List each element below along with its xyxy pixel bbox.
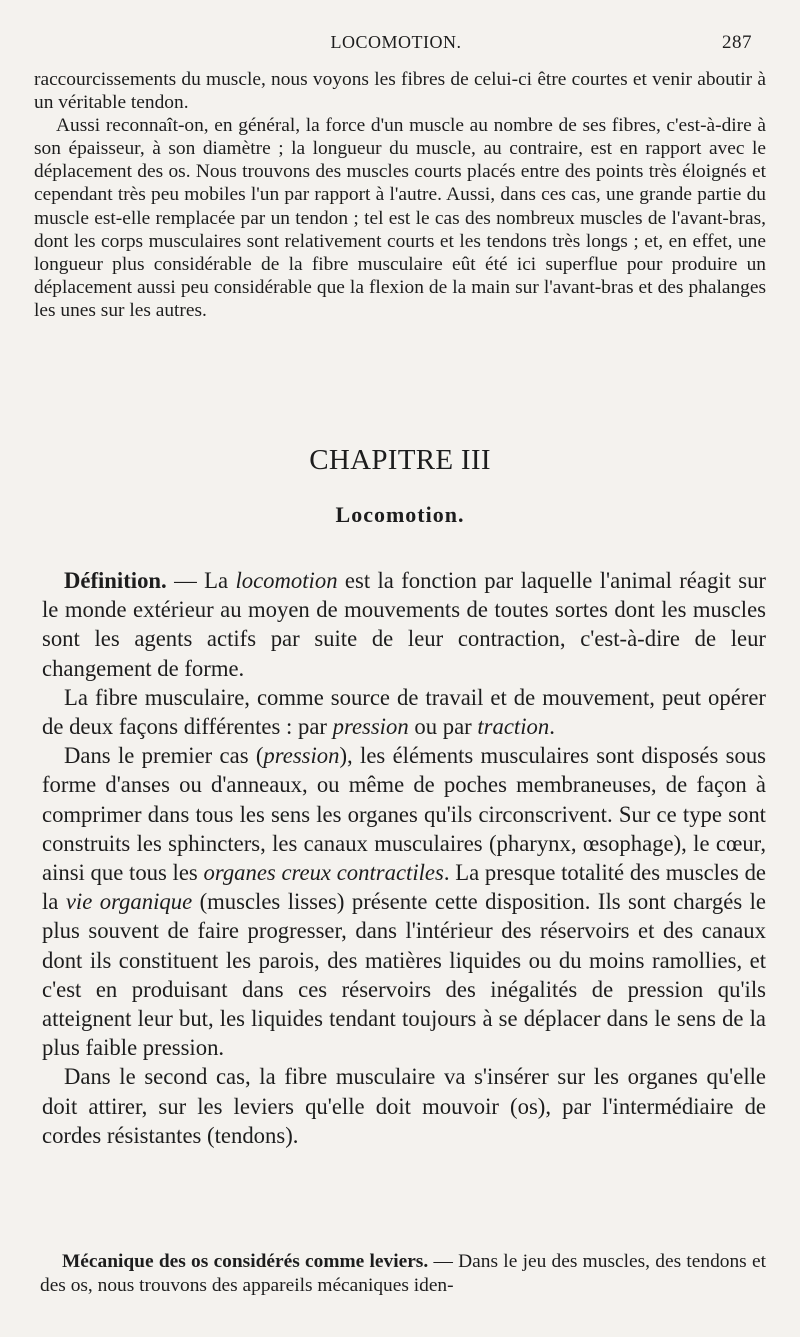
premier-text-c: . La presque totalité des muscles de la: [42, 860, 766, 915]
definition-lead: Définition.: [64, 568, 167, 593]
premier-text-b: ), les éléments musculaires sont disposés sous forme d'anses ou d'anneaux, ou même de poches membraneuses, de façon à comprimer dans tous les sens les organes qu'ils circonscrivent. Sur ce type sont construits les sphincters, les canaux musculaires (pharynx, œsophage), le cœur, ainsi que tous les: [42, 743, 766, 886]
fibre-text-c: .: [549, 714, 555, 740]
fibre-text-a: La fibre musculaire, comme source de travail et de mouvement, peut opérer de deux façons différentes : par: [42, 684, 766, 740]
premier-term-pression: pression: [263, 743, 340, 769]
mecanique-paragraph: [40, 1250, 766, 1297]
intro-text: [34, 68, 766, 322]
definition-paragraph: [42, 566, 766, 683]
premier-term-vie: vie organique: [65, 889, 193, 915]
intro-paragraph-2: Aussi reconnaît-on, en général, la force d'un muscle au nombre de ses fibres, c'est-à-dire à son épaisseur, à son diamètre ; la longueur du muscle, au contraire, est en rapport avec le déplacement des os. Nous trouvons des muscles courts placés entre des points très éloignés et cependant très peu mobiles l'un par rapport à l'autre. Aussi, dans ces cas, une grande partie du muscle est-elle remplacée par un tendon ; tel est le cas des nombreux muscles de l'avant-bras, dont les corps musculaires sont relativement courts et les tendons très longs ; et, en effet, une longueur plus considérable de la fibre musculaire eût été ici superflue pour produire un déplacement aussi peu considérable que la flexion de la main sur l'avant-bras et des phalanges les unes sur les autres.: [34, 115, 766, 321]
definition-text-b: est la fonction par laquelle l'animal réagit sur le monde extérieur au moyen de mouvements de toutes sortes dont les muscles sont les agents actifs par suite de leur contraction, c'est-à-dire de leur changement de forme.: [42, 568, 766, 681]
fibre-term-traction: traction: [477, 714, 550, 740]
running-head: [40, 32, 752, 56]
intro-paragraph-1: raccourcissements du muscle, nous voyons les fibres de celui-ci être courtes et venir aboutir à un véritable tendon.: [34, 69, 766, 114]
mecanique-text: [40, 1250, 766, 1297]
mecanique-lead: Mécanique des os considérés comme leviers.: [62, 1251, 429, 1272]
definition-text-a: — La: [166, 568, 236, 593]
running-title: LOCOMOTION.: [330, 32, 462, 52]
fibre-term-pression: pression: [332, 714, 409, 740]
page-number: 287: [722, 32, 752, 53]
section-title: Locomotion.: [335, 502, 465, 527]
paragraph-second-cas: Dans le second cas, la fibre musculaire va s'insérer sur les organes qu'elle doit attirer, sur les leviers qu'elle doit mouvoir (os), par l'intermédiaire de cordes résistantes (tendons).: [42, 1064, 766, 1148]
fibre-text-b: ou par: [408, 714, 478, 740]
paragraph-fibre: [42, 683, 766, 741]
definition-term: locomotion: [235, 568, 338, 593]
premier-text-a: Dans le premier cas (: [64, 743, 264, 769]
main-text: [42, 566, 766, 1150]
chapter-title: CHAPITRE III: [309, 444, 491, 476]
mecanique-body: — Dans le jeu des muscles, des tendons et des os, nous trouvons des appareils mécaniques iden-: [40, 1251, 766, 1296]
premier-term-organes: organes creux contractiles: [203, 860, 444, 886]
premier-text-d: (muscles lisses) présente cette disposition. Ils sont chargés le plus souvent de faire progresser, dans l'intérieur des réservoirs et des canaux dont ils constituent les parois, des matières liquides ou du moins ramollies, et c'est en produisant dans ces réservoirs des inégalités de pression qu'ils atteignent leur but, les liquides tendant toujours à se déplacer dans le sens de la plus faible pression.: [42, 889, 767, 1061]
paragraph-premier-cas: [42, 741, 766, 1062]
